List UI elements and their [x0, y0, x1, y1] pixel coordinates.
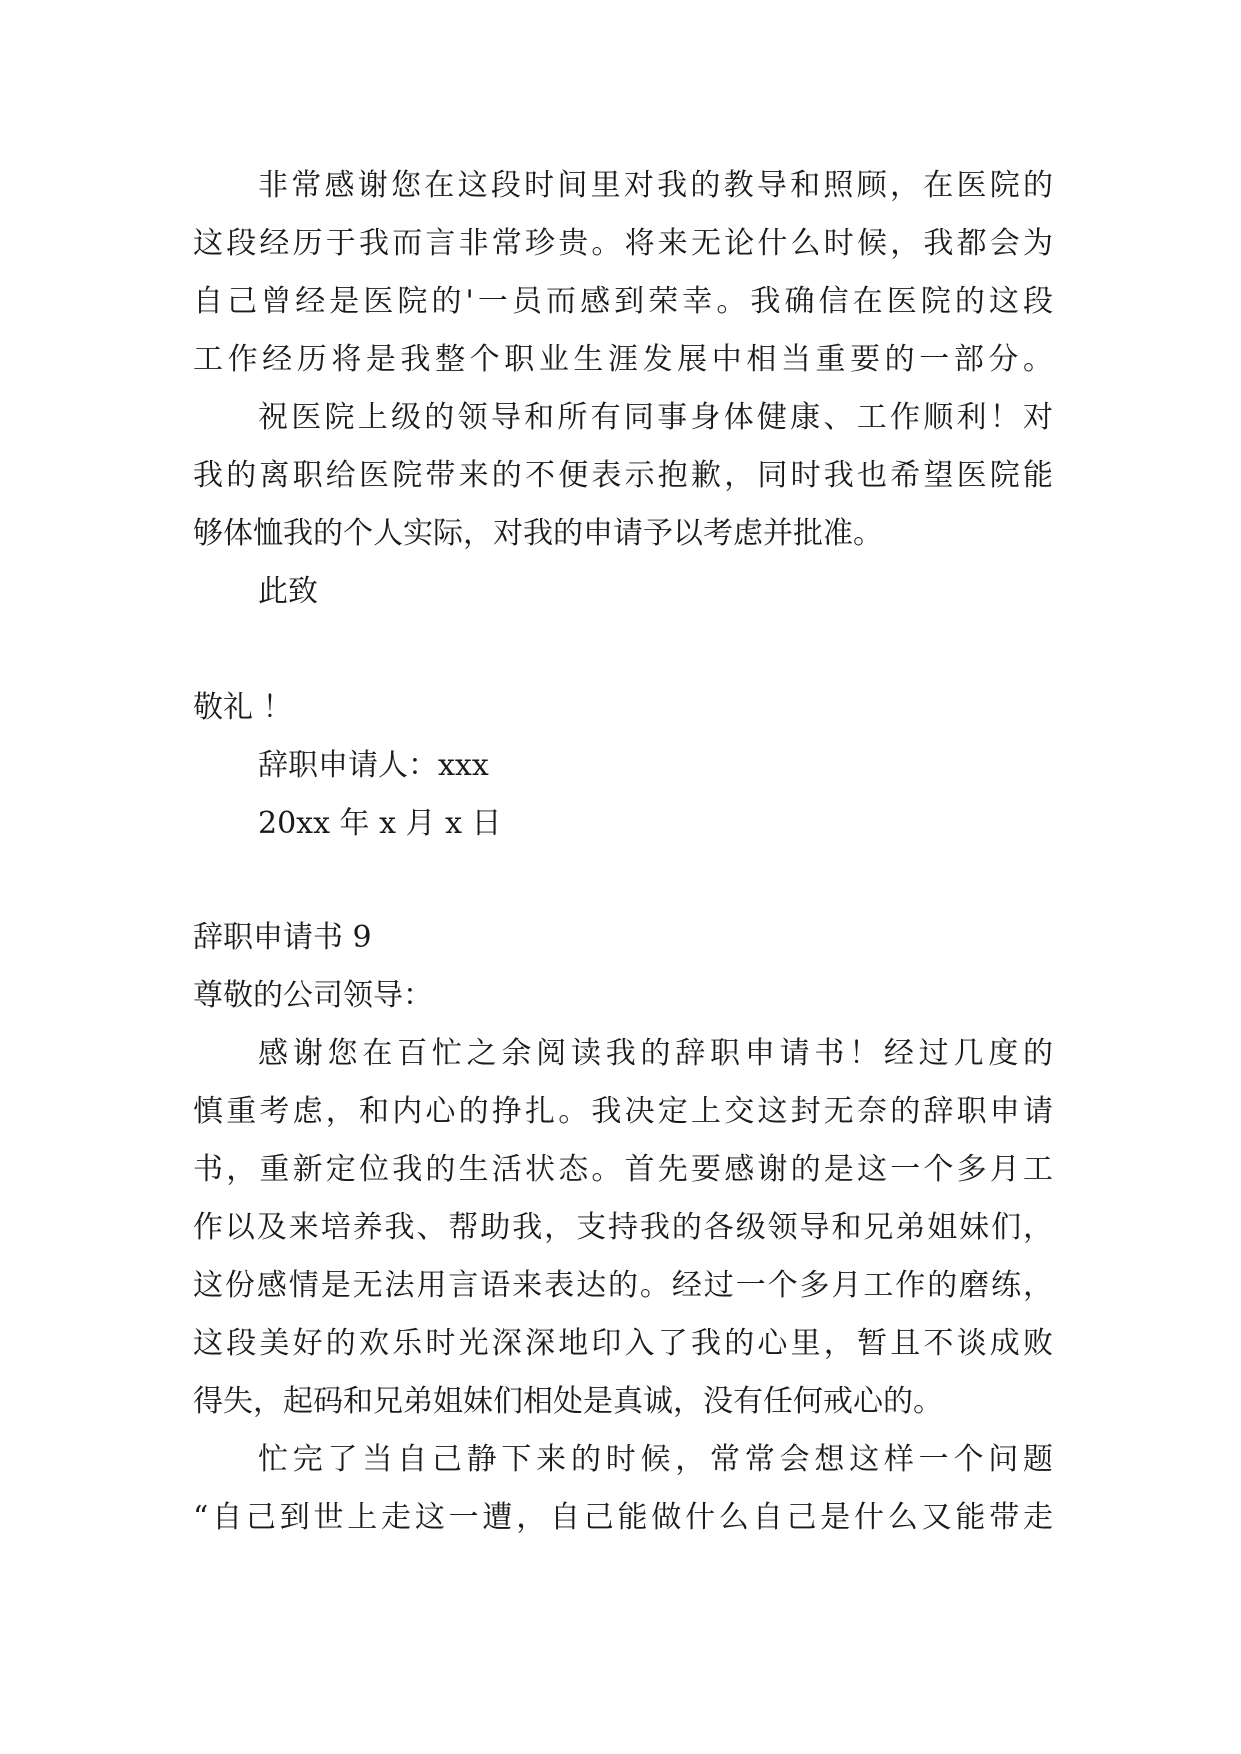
text-line: 这份感情是无法用言语来表达的。经过一个多月工作的磨练，	[193, 1268, 1053, 1303]
salutation: 敬礼 ！	[193, 690, 293, 725]
text-line: 祝医院上级的领导和所有同事身体健康、工作顺利！对	[258, 400, 1053, 435]
text-line: 慎重考虑，和内心的挣扎。我决定上交这封无奈的辞职申请	[193, 1094, 1053, 1129]
text-line: 作以及来培养我、帮助我，支持我的各级领导和兄弟姐妹们，	[193, 1210, 1053, 1245]
text-line: 够体恤我的个人实际，对我的申请予以考虑并批准。	[193, 516, 883, 551]
text-line: 书，重新定位我的生活状态。首先要感谢的是这一个多月工	[193, 1152, 1053, 1187]
text-line: 工作经历将是我整个职业生涯发展中相当重要的一部分。	[193, 342, 1053, 377]
text-line: 自己曾经是医院的'一员而感到荣幸。我确信在医院的这段	[193, 284, 1053, 319]
text-line: 感谢您在百忙之余阅读我的辞职申请书！经过几度的	[258, 1036, 1053, 1071]
text-line: 我的离职给医院带来的不便表示抱歉，同时我也希望医院能	[193, 458, 1053, 493]
text-line: 非常感谢您在这段时间里对我的教导和照顾，在医院的	[258, 168, 1053, 203]
signature-line: 辞职申请人：xxx	[258, 748, 489, 783]
date-line: 20xx 年 x 月 x 日	[258, 806, 502, 841]
text-line: “自己到世上走这一遭，自己能做什么自己是什么又能带走	[193, 1500, 1053, 1535]
text-line: 忙完了当自己静下来的时候，常常会想这样一个问题	[258, 1442, 1053, 1477]
text-line: 这段美好的欢乐时光深深地印入了我的心里，暂且不谈成败	[193, 1326, 1053, 1361]
section-heading: 辞职申请书 9	[193, 920, 372, 955]
addressee: 尊敬的公司领导：	[193, 978, 433, 1013]
text-line: 这段经历于我而言非常珍贵。将来无论什么时候，我都会为	[193, 226, 1053, 261]
text-line: 得失，起码和兄弟姐妹们相处是真诚，没有任何戒心的。	[193, 1384, 943, 1419]
closing-phrase: 此致	[258, 574, 318, 609]
